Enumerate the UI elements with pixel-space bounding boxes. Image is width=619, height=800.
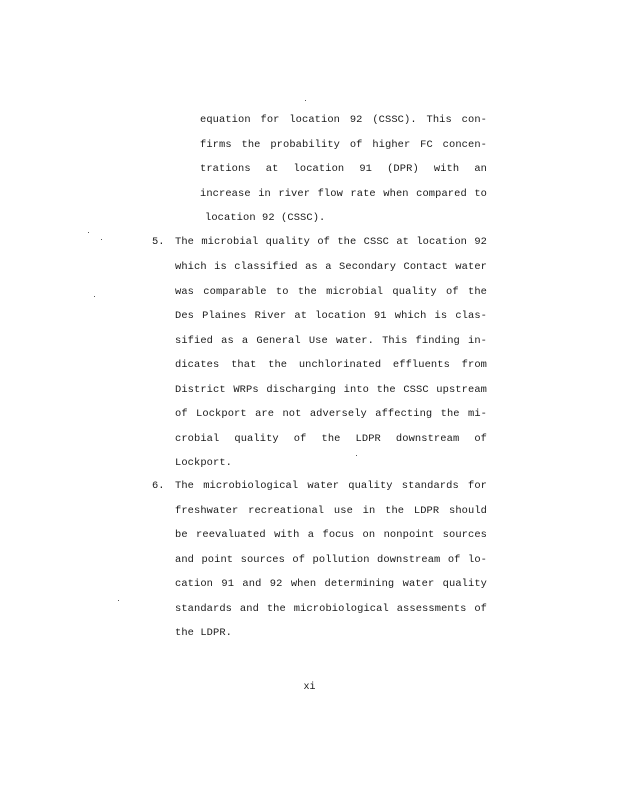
text-line: location 92 (CSSC). bbox=[205, 212, 326, 224]
text-line: of Lockport are not adversely affecting the mi- bbox=[175, 408, 487, 420]
text-line: District WRPs discharging into the CSSC upstream bbox=[175, 384, 487, 396]
text-line: sified as a General Use water. This finding in- bbox=[175, 335, 487, 347]
text-line: dicates that the unchlorinated effluents from bbox=[175, 359, 487, 371]
scan-speck bbox=[101, 239, 102, 240]
text-line: the LDPR. bbox=[175, 627, 233, 639]
text-line: firms the probability of higher FC concen- bbox=[200, 139, 487, 151]
item-number: 5. bbox=[152, 236, 165, 248]
scan-speck bbox=[94, 296, 95, 297]
text-line: Lockport. bbox=[175, 457, 233, 469]
text-line: The microbiological water quality standards for bbox=[175, 480, 487, 492]
scan-speck bbox=[118, 600, 119, 601]
text-line: equation for location 92 (CSSC). This con- bbox=[200, 114, 487, 126]
scan-speck bbox=[356, 455, 357, 456]
scan-speck bbox=[88, 232, 89, 233]
text-line: increase in river flow rate when compared to bbox=[200, 188, 487, 200]
text-line: freshwater recreational use in the LDPR should bbox=[175, 505, 487, 517]
text-line: which is classified as a Secondary Contact water bbox=[175, 261, 487, 273]
text-line: be reevaluated with a focus on nonpoint sources bbox=[175, 529, 487, 541]
text-line: standards and the microbiological assessments of bbox=[175, 603, 487, 615]
text-line: The microbial quality of the CSSC at location 92 bbox=[175, 236, 487, 248]
text-line: trations at location 91 (DPR) with an bbox=[200, 163, 487, 175]
text-line: and point sources of pollution downstream of lo- bbox=[175, 554, 487, 566]
text-line: cation 91 and 92 when determining water quality bbox=[175, 578, 487, 590]
page-number: xi bbox=[303, 682, 316, 693]
text-line: Des Plaines River at location 91 which is clas- bbox=[175, 310, 487, 322]
item-number: 6. bbox=[152, 480, 165, 492]
text-line: was comparable to the microbial quality of the bbox=[175, 286, 487, 298]
text-line: crobial quality of the LDPR downstream of bbox=[175, 433, 487, 445]
scan-speck bbox=[305, 100, 306, 101]
